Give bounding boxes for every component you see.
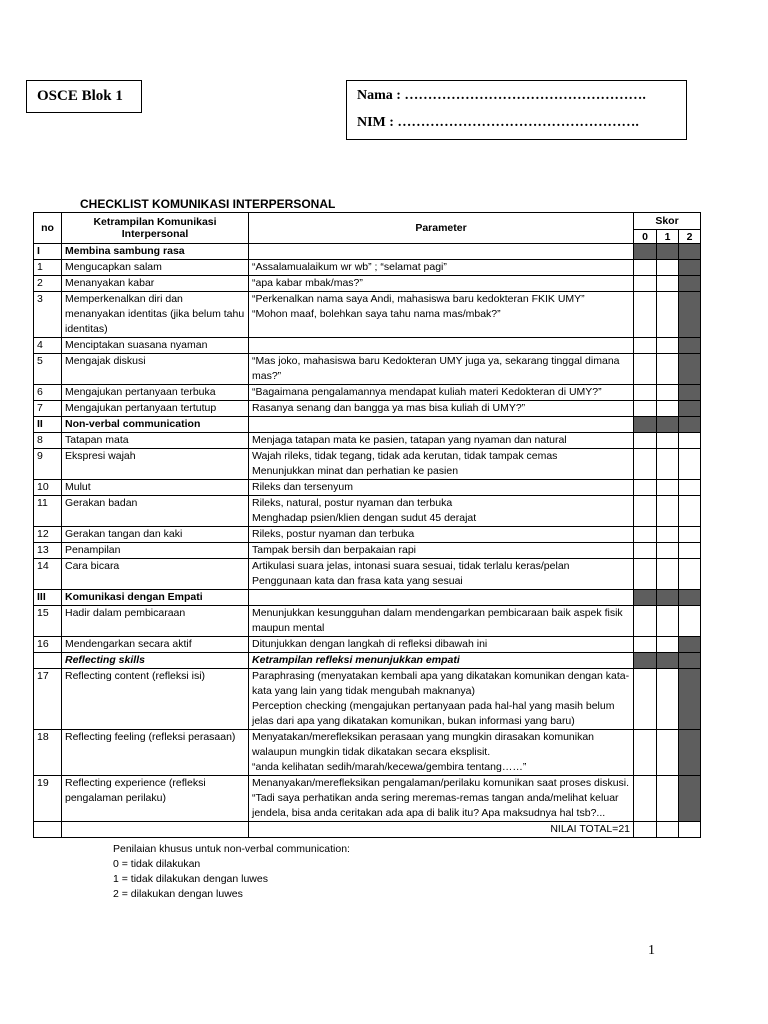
parameter-text — [249, 338, 634, 354]
score-cell-shaded — [679, 417, 701, 433]
skill-label: Reflecting skills — [62, 653, 249, 669]
parameter-line: “Mohon maaf, bolehkan saya tahu nama mas/mbak?” — [252, 308, 501, 320]
score-cell-1[interactable] — [657, 543, 679, 559]
parameter-line: Menunjukkan kesungguhan dalam mendengarkan pembicaraan baik aspek fisik maupun mental — [252, 607, 623, 634]
checklist-item-row — [34, 292, 701, 338]
parameter-line: Rileks, natural, postur nyaman dan terbuka — [252, 497, 453, 509]
score-cell-shaded — [634, 417, 657, 433]
score-cell-shaded — [634, 590, 657, 606]
header-skill: Ketrampilan Komunikasi Interpersonal — [62, 213, 249, 244]
skill-label: Reflecting feeling (refleksi perasaan) — [62, 730, 249, 776]
score-cell-0[interactable] — [634, 385, 657, 401]
parameter-line: Wajah rileks, tidak tegang, tidak ada kerutan, tidak tampak cemas — [252, 450, 558, 462]
item-number: 2 — [34, 276, 62, 292]
score-cell-shaded — [634, 244, 657, 260]
parameter-text — [249, 637, 634, 653]
parameter-line: Ditunjukkan dengan langkah di refleksi dibawah ini — [252, 638, 488, 650]
item-number: 1 — [34, 260, 62, 276]
checklist-item-row — [34, 276, 701, 292]
skill-label: Penampilan — [62, 543, 249, 559]
section-header-row — [34, 590, 701, 606]
score-cell-shaded — [679, 292, 701, 338]
score-cell-2[interactable] — [679, 559, 701, 590]
score-cell-shaded — [657, 590, 679, 606]
score-cell-0[interactable] — [634, 527, 657, 543]
parameter-line: Paraphrasing (menyatakan kembali apa yang dikatakan komunikan dengan kata-kata yang lain yang tidak mengubah maknanya) — [252, 670, 630, 697]
parameter-line: “Mas joko, mahasiswa baru Kedokteran UMY juga ya, sekarang tinggal dimana mas?” — [252, 355, 620, 382]
header-parameter: Parameter — [249, 213, 634, 244]
checklist-item-row — [34, 527, 701, 543]
item-number: 9 — [34, 449, 62, 480]
score-cell-2[interactable] — [679, 543, 701, 559]
skill-label: Menciptakan suasana nyaman — [62, 338, 249, 354]
checklist-item-row — [34, 401, 701, 417]
section-number: III — [34, 590, 62, 606]
parameter-line: Perception checking (mengajukan pertanyaan pada hal-hal yang masih belum jelas dari apa yang dikatakan komunikan, bukan informasi yang baru) — [252, 700, 615, 727]
item-number: 11 — [34, 496, 62, 527]
section-parameter-blank — [249, 417, 634, 433]
score-cell-0[interactable] — [634, 401, 657, 417]
parameter-text — [249, 480, 634, 496]
checklist-item-row — [34, 637, 701, 653]
score-cell-shaded — [679, 338, 701, 354]
total-score-cell[interactable] — [657, 822, 679, 838]
student-identity-box — [346, 80, 687, 140]
item-number: 7 — [34, 401, 62, 417]
section-number: II — [34, 417, 62, 433]
skill-label: Reflecting content (refleksi isi) — [62, 669, 249, 730]
checklist-item-row — [34, 559, 701, 590]
score-cell-shaded — [634, 653, 657, 669]
parameter-text — [249, 401, 634, 417]
item-number: 18 — [34, 730, 62, 776]
score-cell-1[interactable] — [657, 385, 679, 401]
score-cell-0[interactable] — [634, 637, 657, 653]
score-cell-0[interactable] — [634, 338, 657, 354]
parameter-line: Artikulasi suara jelas, intonasi suara sesuai, tidak terlalu keras/pelan — [252, 560, 570, 572]
header-score-1: 1 — [657, 230, 679, 244]
legend-item: 1 = tidak dilakukan dengan luwes — [113, 873, 268, 885]
checklist-item-row — [34, 496, 701, 527]
section-parameter-blank — [249, 590, 634, 606]
total-blank — [34, 822, 62, 838]
osce-block-label: OSCE Blok 1 — [37, 88, 123, 104]
item-number: 12 — [34, 527, 62, 543]
parameter-text — [249, 276, 634, 292]
score-cell-1[interactable] — [657, 260, 679, 276]
legend-title: Penilaian khusus untuk non-verbal communication: — [113, 843, 350, 855]
section-title: Komunikasi dengan Empati — [62, 590, 249, 606]
reflecting-skills-row — [34, 653, 701, 669]
parameter-text — [249, 496, 634, 527]
parameter-text — [249, 260, 634, 276]
skill-label: Mulut — [62, 480, 249, 496]
parameter-line: “Assalamualaikum wr wb” ; “selamat pagi” — [252, 261, 447, 273]
score-cell-2[interactable] — [679, 527, 701, 543]
parameter-text — [249, 543, 634, 559]
score-cell-1[interactable] — [657, 527, 679, 543]
checklist-item-row — [34, 669, 701, 730]
score-cell-0[interactable] — [634, 543, 657, 559]
score-cell-0[interactable] — [634, 606, 657, 637]
score-cell-0[interactable] — [634, 354, 657, 385]
score-cell-shaded — [657, 417, 679, 433]
score-cell-0[interactable] — [634, 776, 657, 822]
score-cell-0[interactable] — [634, 480, 657, 496]
parameter-line: “Perkenalkan nama saya Andi, mahasiswa baru kedokteran FKIK UMY” — [252, 293, 585, 305]
total-label: NILAI TOTAL=21 — [249, 822, 634, 838]
parameter-text — [249, 292, 634, 338]
score-cell-shaded — [679, 669, 701, 730]
parameter-line: “Tadi saya perhatikan anda sering meremas-remas tangan anda/melihat keluar jendela, bisa anda ceritakan ada apa di balik itu? Apa maksudnya hal tsb?... — [252, 792, 619, 819]
score-cell-1[interactable] — [657, 480, 679, 496]
score-cell-shaded — [679, 260, 701, 276]
parameter-line: Menunjukkan minat dan perhatian ke pasien — [252, 465, 459, 477]
score-cell-shaded — [679, 385, 701, 401]
skill-label: Menanyakan kabar — [62, 276, 249, 292]
nim-field[interactable]: NIM : ……………………………………………. — [357, 115, 639, 130]
skill-label: Mendengarkan secara aktif — [62, 637, 249, 653]
parameter-text — [249, 527, 634, 543]
section-header-row — [34, 417, 701, 433]
header-score-0: 0 — [634, 230, 657, 244]
parameter-text — [249, 669, 634, 730]
parameter-line: Tampak bersih dan berpakaian rapi — [252, 544, 417, 556]
checklist-title: CHECKLIST KOMUNIKASI INTERPERSONAL — [80, 197, 336, 211]
skill-label: Reflecting experience (refleksi pengalaman perilaku) — [62, 776, 249, 822]
item-number: 10 — [34, 480, 62, 496]
parameter-text — [249, 730, 634, 776]
checklist-item-row — [34, 433, 701, 449]
skill-label: Gerakan badan — [62, 496, 249, 527]
score-cell-shaded — [679, 590, 701, 606]
parameter-text — [249, 559, 634, 590]
skill-label: Hadir dalam pembicaraan — [62, 606, 249, 637]
score-cell-shaded — [657, 244, 679, 260]
score-cell-1[interactable] — [657, 730, 679, 776]
score-cell-2[interactable] — [679, 606, 701, 637]
score-cell-1[interactable] — [657, 276, 679, 292]
parameter-text: Ketrampilan refleksi menunjukkan empati — [249, 653, 634, 669]
checklist-body — [34, 244, 701, 838]
item-number: 19 — [34, 776, 62, 822]
score-cell-2[interactable] — [679, 433, 701, 449]
skill-label: Mengajukan pertanyaan tertutup — [62, 401, 249, 417]
parameter-line: “anda kelihatan sedih/marah/kecewa/gembira tentang……” — [252, 761, 527, 773]
section-parameter-blank — [249, 244, 634, 260]
score-cell-0[interactable] — [634, 276, 657, 292]
item-number: 14 — [34, 559, 62, 590]
score-cell-0[interactable] — [634, 449, 657, 480]
score-cell-1[interactable] — [657, 606, 679, 637]
checklist-item-row — [34, 354, 701, 385]
item-number: 15 — [34, 606, 62, 637]
score-cell-1[interactable] — [657, 496, 679, 527]
checklist-table — [33, 212, 701, 838]
parameter-line: Menyatakan/merefleksikan perasaan yang mungkin dirasakan komunikan walaupun mungkin tidak dikatakan secara eksplisit. — [252, 731, 595, 758]
header-score-2: 2 — [679, 230, 701, 244]
item-number: 4 — [34, 338, 62, 354]
scoring-legend — [113, 842, 350, 902]
item-number: 6 — [34, 385, 62, 401]
score-cell-0[interactable] — [634, 292, 657, 338]
checklist-item-row — [34, 606, 701, 637]
score-cell-1[interactable] — [657, 433, 679, 449]
skill-label: Memperkenalkan diri dan menanyakan identitas (jika belum tahu identitas) — [62, 292, 249, 338]
score-cell-shaded — [679, 354, 701, 385]
header-no: no — [34, 213, 62, 244]
checklist-item-row — [34, 449, 701, 480]
checklist-item-row — [34, 480, 701, 496]
score-cell-shaded — [679, 637, 701, 653]
page-number: 1 — [648, 943, 655, 958]
item-number: 17 — [34, 669, 62, 730]
score-cell-0[interactable] — [634, 260, 657, 276]
score-cell-0[interactable] — [634, 496, 657, 527]
section-title: Non-verbal communication — [62, 417, 249, 433]
parameter-line: Menanyakan/merefleksikan pengalaman/perilaku komunikan saat proses diskusi. — [252, 777, 630, 789]
item-number: 13 — [34, 543, 62, 559]
parameter-line: “Bagaimana pengalamannya mendapat kuliah materi Kedokteran di UMY?” — [252, 386, 602, 398]
score-cell-1[interactable] — [657, 354, 679, 385]
score-cell-shaded — [679, 653, 701, 669]
parameter-text — [249, 449, 634, 480]
checklist-item-row — [34, 543, 701, 559]
parameter-line: Rileks, postur nyaman dan terbuka — [252, 528, 415, 540]
item-number: 3 — [34, 292, 62, 338]
checklist-item-row — [34, 260, 701, 276]
section-header-row — [34, 244, 701, 260]
skill-label: Mengucapkan salam — [62, 260, 249, 276]
total-blank — [62, 822, 249, 838]
parameter-text — [249, 433, 634, 449]
parameter-text — [249, 776, 634, 822]
total-score-cell[interactable] — [634, 822, 657, 838]
score-cell-0[interactable] — [634, 669, 657, 730]
section-number: I — [34, 244, 62, 260]
parameter-line: Menghadap psien/klien dengan sudut 45 derajat — [252, 512, 477, 524]
checklist-item-row — [34, 776, 701, 822]
score-cell-2[interactable] — [679, 496, 701, 527]
score-cell-shaded — [679, 776, 701, 822]
score-cell-1[interactable] — [657, 338, 679, 354]
skill-label: Ekspresi wajah — [62, 449, 249, 480]
score-cell-shaded — [679, 730, 701, 776]
score-cell-1[interactable] — [657, 669, 679, 730]
item-number: 16 — [34, 637, 62, 653]
score-cell-shaded — [657, 653, 679, 669]
score-cell-1[interactable] — [657, 637, 679, 653]
score-cell-2[interactable] — [679, 480, 701, 496]
parameter-text — [249, 354, 634, 385]
total-row — [34, 822, 701, 838]
parameter-line: “apa kabar mbak/mas?” — [252, 277, 363, 289]
parameter-line: Rileks dan tersenyum — [252, 481, 353, 493]
parameter-line: Penggunaan kata dan frasa kata yang sesuai — [252, 575, 463, 587]
score-cell-1[interactable] — [657, 559, 679, 590]
total-score-cell[interactable] — [679, 822, 701, 838]
parameter-text — [249, 385, 634, 401]
score-cell-1[interactable] — [657, 401, 679, 417]
score-cell-shaded — [679, 401, 701, 417]
skill-label: Mengajak diskusi — [62, 354, 249, 385]
score-cell-0[interactable] — [634, 433, 657, 449]
score-cell-shaded — [679, 244, 701, 260]
header-score: Skor — [634, 213, 701, 230]
score-cell-1[interactable] — [657, 776, 679, 822]
osce-block-box — [26, 80, 142, 113]
parameter-line: Rasanya senang dan bangga ya mas bisa kuliah di UMY?” — [252, 402, 526, 414]
row-number — [34, 653, 62, 669]
item-number: 5 — [34, 354, 62, 385]
score-cell-0[interactable] — [634, 730, 657, 776]
score-cell-1[interactable] — [657, 449, 679, 480]
checklist-item-row — [34, 338, 701, 354]
score-cell-2[interactable] — [679, 449, 701, 480]
score-cell-shaded — [679, 276, 701, 292]
skill-label: Gerakan tangan dan kaki — [62, 527, 249, 543]
parameter-text — [249, 606, 634, 637]
checklist-item-row — [34, 385, 701, 401]
legend-item: 2 = dilakukan dengan luwes — [113, 888, 243, 900]
section-title: Membina sambung rasa — [62, 244, 249, 260]
skill-label: Mengajukan pertanyaan terbuka — [62, 385, 249, 401]
skill-label: Tatapan mata — [62, 433, 249, 449]
parameter-line: Menjaga tatapan mata ke pasien, tatapan yang nyaman dan natural — [252, 434, 567, 446]
nama-field[interactable]: Nama : ……………………………………………. — [357, 88, 646, 103]
score-cell-1[interactable] — [657, 292, 679, 338]
legend-item: 0 = tidak dilakukan — [113, 858, 201, 870]
checklist-item-row — [34, 730, 701, 776]
skill-label: Cara bicara — [62, 559, 249, 590]
score-cell-0[interactable] — [634, 559, 657, 590]
item-number: 8 — [34, 433, 62, 449]
